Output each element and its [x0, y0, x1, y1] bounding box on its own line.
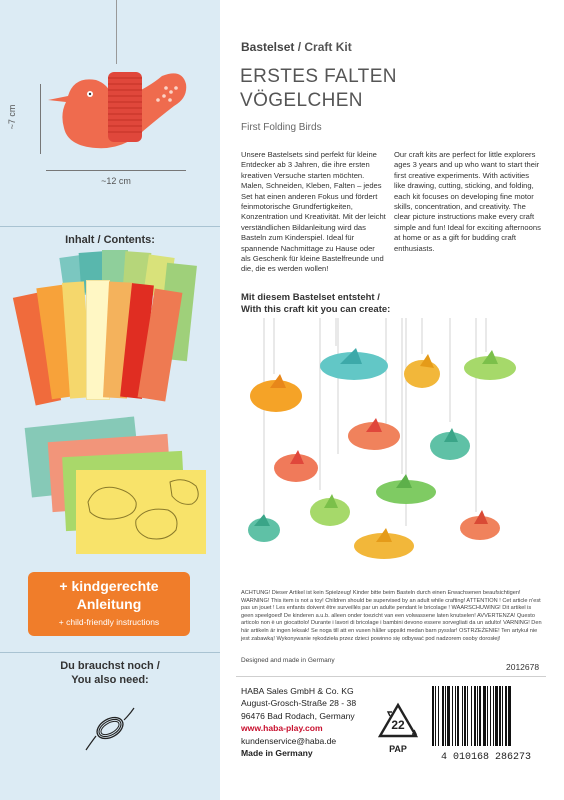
barcode-digits: 4 010168 286273: [440, 752, 531, 763]
barcode-bar: [462, 686, 463, 746]
width-dimension: ~12 cm: [101, 176, 131, 186]
barcode-bar: [490, 686, 491, 746]
brand-prefix: Bastelset: [241, 40, 295, 54]
article-number: 2012678: [506, 662, 540, 672]
barcode-bar: [493, 686, 494, 746]
barcode-bar: [442, 686, 444, 746]
also-need-heading-2: You also need:: [71, 674, 149, 686]
height-dimension: ~7 cm: [7, 104, 17, 130]
title-line1: ERSTES FALTEN: [240, 66, 397, 87]
barcode-bar: [432, 686, 434, 746]
warning-text: ACHTUNG! Dieser Artikel ist kein Spielzeug! Kinder bitte beim Basteln durch einen Erwachsenen beaufsichtigen! WARNING! This item is not a toy! Children should be supervised by an adult while crafting! ATTENTION ! Cet article n'est pas un jouet ! Les enfants doivent être surveillés par un adulte pendant le bricolage ! WAARSCHUWING! Dit artikel is geen speelgoed! De kinderen a.u.b. alleen onder toezicht van een volwassene laten knutselen! AVVERTENZA! Questo articolo non è un giocattolo! Durante i lavori di bricolage i bambini devono essere sorvegliati da un adulto! VARNING! Den här artikeln är ingen leksak! Se noga till att en vuxen håller uppsikt medan barn pysslar! OSTRZEŻENIE! Ten artykuł nie jest zabawką! Wykonywanie rękodzieła przez dzieci powinno się odbywać pod nadzorem osoby dorosłej!: [241, 590, 542, 642]
barcode-bars: [428, 684, 544, 748]
brand-line: [241, 40, 352, 54]
badge-line1: + kindgerechte: [59, 578, 159, 594]
designed-text: Designed and made in Germany: [241, 657, 335, 664]
barcode-bar: [505, 686, 507, 746]
street: August-Grosch-Straße 28 - 38: [241, 698, 357, 709]
barcode-bar: [445, 686, 446, 746]
recycling-number: 22: [391, 718, 405, 732]
barcode-bar: [447, 686, 450, 746]
barcode-bar: [502, 686, 503, 746]
barcode-bar: [508, 686, 511, 746]
barcode-bar: [452, 686, 453, 746]
badge-line2: Anleitung: [76, 596, 142, 612]
barcode-bar: [455, 686, 456, 746]
barcode: [428, 684, 544, 748]
barcode-bar: [435, 686, 436, 746]
description-de: Unsere Bastelsets sind perfekt für kleine Entdecker ab 3 Jahren, die ihre ersten kreativen Versuche starten möchten. Malen, Schneiden, Kleben, Falten – jedes Set hat einen anderen Fokus und fördert feinmotorische Grundfertigkeiten, Konzentration und Kreativität. Mit der leicht verständlichen Bildanleitung wird das Basteln zum Kinderspiel. Ideal für spannende Nachmittage zu Hause oder als Geschenk für kleine Bastelfreunde und die, die es werden wollen!: [241, 150, 386, 274]
recycling-code: PAP: [389, 744, 407, 754]
barcode-bar: [467, 686, 468, 746]
hanging-string: [116, 0, 117, 64]
also-need-heading-1: Du brauchst noch /: [60, 660, 160, 672]
create-heading-2: With this craft kit you can create:: [241, 304, 391, 315]
paper-sheets: [22, 250, 202, 410]
description-en: Our craft kits are perfect for little explorers ages 3 years and up who want to start their first creative experiments. With activities like drawing, cutting, sticking, and folding, each kit focuses on developing fine motor skills, concentration, and creativity. The clear picture instructions make every craft simple and fun! Ideal for exciting afternoons at home or as a gift for budding craft enthusiasts.: [394, 150, 541, 253]
barcode-bar: [499, 686, 501, 746]
divider: [0, 226, 220, 227]
bird-illustration: [38, 58, 188, 156]
height-dimension-line: [40, 84, 41, 154]
company: HABA Sales GmbH & Co. KG: [241, 686, 354, 696]
barcode-bar: [438, 686, 439, 746]
barcode-bar: [483, 686, 486, 746]
instructions-badge: [28, 572, 190, 636]
barcode-bar: [495, 686, 498, 746]
barcode-bar: [487, 686, 488, 746]
badge-english: + child-friendly instructions: [58, 617, 160, 627]
address-block: [241, 685, 356, 759]
web-link[interactable]: www.haba-play.com: [241, 723, 323, 734]
bird-mobile: [236, 318, 546, 580]
brand-suffix: / Craft Kit: [297, 40, 352, 54]
string-coil-icon: [82, 704, 138, 754]
made-in: Made in Germany: [241, 748, 313, 759]
instruction-cards: [24, 422, 204, 552]
instruction-sheet-birds: [76, 470, 206, 554]
barcode-bar: [477, 686, 478, 746]
barcode-bar: [457, 686, 459, 746]
create-heading-1: Mit diesem Bastelset entsteht /: [241, 292, 380, 303]
title-line2: VÖGELCHEN: [240, 90, 363, 111]
barcode-bar: [479, 686, 481, 746]
email-link[interactable]: kundenservice@haba.de: [241, 735, 337, 746]
divider-3: [236, 676, 546, 677]
contents-heading: Inhalt / Contents:: [65, 234, 155, 246]
barcode-bar: [474, 686, 476, 746]
barcode-bar: [471, 686, 472, 746]
subtitle: First Folding Birds: [241, 122, 322, 133]
city: 96476 Bad Rodach, Germany: [241, 710, 355, 721]
barcode-bar: [464, 686, 466, 746]
divider-2: [0, 652, 220, 653]
width-dimension-line: [46, 170, 186, 171]
